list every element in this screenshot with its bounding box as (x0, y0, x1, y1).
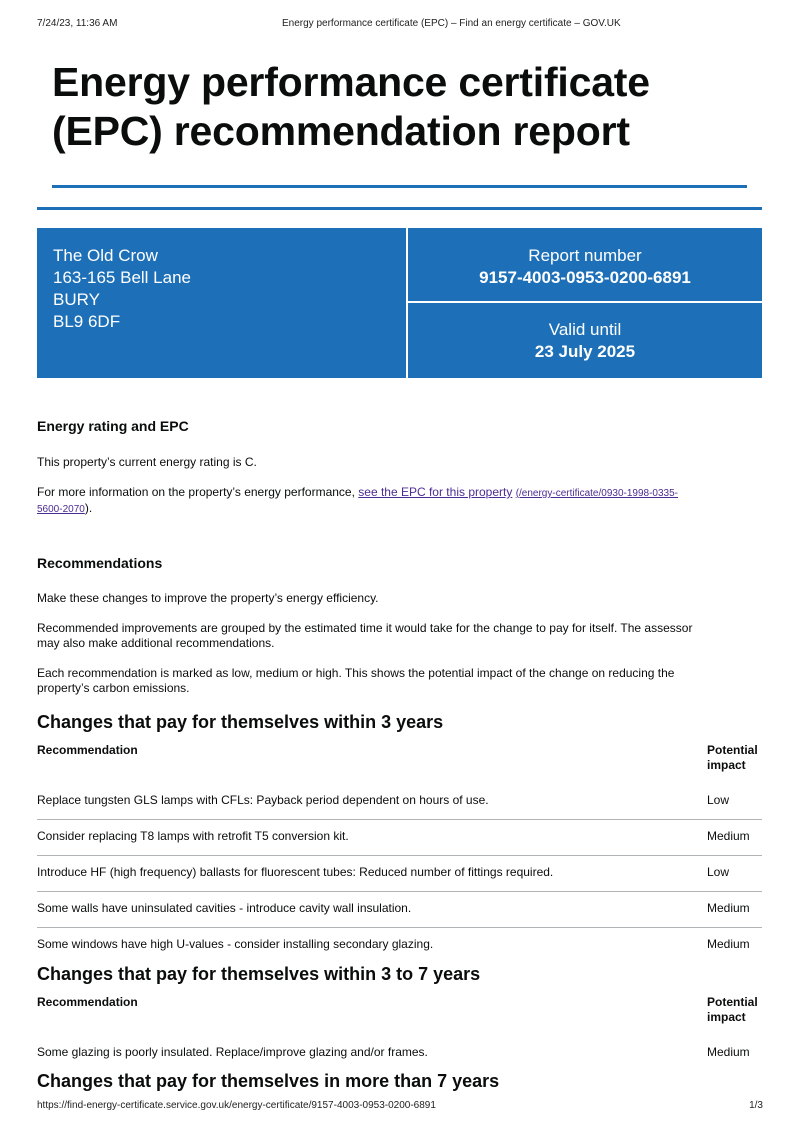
address-line-4: BL9 6DF (53, 312, 121, 331)
epc-link-url-part2[interactable]: 5600-2070 (37, 504, 85, 515)
table-row (37, 1035, 762, 1071)
recommendation-column-header: Recommendation (37, 743, 138, 757)
report-number-label: Report number (528, 246, 642, 265)
epc-link-url-part1[interactable]: (/energy-certificate/0930-1998-0335- (515, 488, 679, 499)
print-page-title: Energy performance certificate (EPC) – Find an energy certificate – GOV.UK (282, 18, 621, 29)
recommendations-impact-text (37, 666, 762, 696)
valid-until-date: 23 July 2025 (534, 342, 636, 361)
recommendation-text: Introduce HF (high frequency) ballasts for fluorescent tubes: Reduced number of fittings required. (37, 865, 554, 879)
section-divider (37, 207, 762, 210)
recommendations-intro: Make these changes to improve the property’s energy efficiency. (37, 591, 379, 605)
impact-column-header: Potential impact (707, 995, 758, 1024)
recommendation-text: Consider replacing T8 lamps with retrofit T5 conversion kit. (37, 829, 349, 843)
table-row (37, 855, 762, 892)
impact-value: Medium (707, 901, 750, 915)
report-number: 9157-4003-0953-0200-6891 (479, 268, 691, 287)
valid-until-block (408, 319, 762, 363)
recommendation-text: Some walls have uninsulated cavities - introduce cavity wall insulation. (37, 901, 412, 915)
print-date: 7/24/23, 11:36 AM (37, 18, 118, 29)
more-info-prefix: For more information on the property’s energy performance, (37, 485, 359, 499)
page-number: 1/3 (749, 1100, 763, 1111)
group-heading-within-3-years: Changes that pay for themselves within 3 years (37, 712, 444, 732)
group-heading-more-than-7-years: Changes that pay for themselves in more than 7 years (37, 1071, 500, 1091)
grouping-text-line2: may also make additional recommendations. (37, 636, 275, 650)
recommendation-text: Some windows have high U-values - consider installing secondary glazing. (37, 937, 434, 951)
address-line-1: The Old Crow (53, 246, 158, 265)
impact-text-line1: Each recommendation is marked as low, medium or high. This shows the potential impact of the change on reducing the (37, 666, 675, 680)
more-info-suffix: ). (84, 501, 93, 515)
certificate-summary-panel (37, 228, 762, 378)
epc-more-info (37, 485, 762, 517)
page-title: Energy performance certificate (EPC) recommendation report (52, 59, 650, 154)
table-row (37, 927, 762, 963)
valid-until-label: Valid until (548, 320, 622, 339)
current-rating-text: This property’s current energy rating is C. (37, 455, 257, 469)
recommendations-heading: Recommendations (37, 555, 163, 571)
epc-link[interactable]: see the EPC for this property (358, 485, 513, 499)
impact-column-header: Potential impact (707, 743, 758, 772)
impact-value: Low (707, 793, 730, 807)
address-line-2: 163-165 Bell Lane (53, 268, 192, 287)
table-row (37, 891, 762, 928)
impact-text-line2: property’s carbon emissions. (37, 681, 190, 695)
impact-value: Medium (707, 829, 750, 843)
footer-url: https://find-energy-certificate.service.gov.uk/energy-certificate/9157-4003-0953-0200-6891 (37, 1100, 436, 1111)
grouping-text-line1: Recommended improvements are grouped by the estimated time it would take for the change to pay for itself. The assessor (37, 621, 693, 635)
recommendations-grouping-text (37, 621, 762, 651)
report-number-block (408, 245, 762, 289)
table-row (37, 783, 762, 820)
table-row (37, 819, 762, 856)
energy-rating-heading: Energy rating and EPC (37, 418, 189, 434)
impact-value: Medium (707, 1045, 750, 1059)
title-divider (52, 185, 747, 188)
recommendation-column-header: Recommendation (37, 995, 138, 1009)
panel-horizontal-divider (408, 301, 762, 303)
recommendation-text: Replace tungsten GLS lamps with CFLs: Payback period dependent on hours of use. (37, 793, 489, 807)
impact-value: Low (707, 865, 730, 879)
recommendation-text: Some glazing is poorly insulated. Replace/improve glazing and/or frames. (37, 1045, 428, 1059)
impact-value: Medium (707, 937, 750, 951)
property-address (53, 245, 191, 333)
address-line-3: BURY (53, 290, 100, 309)
group-heading-3-to-7-years: Changes that pay for themselves within 3 to 7 years (37, 964, 481, 984)
